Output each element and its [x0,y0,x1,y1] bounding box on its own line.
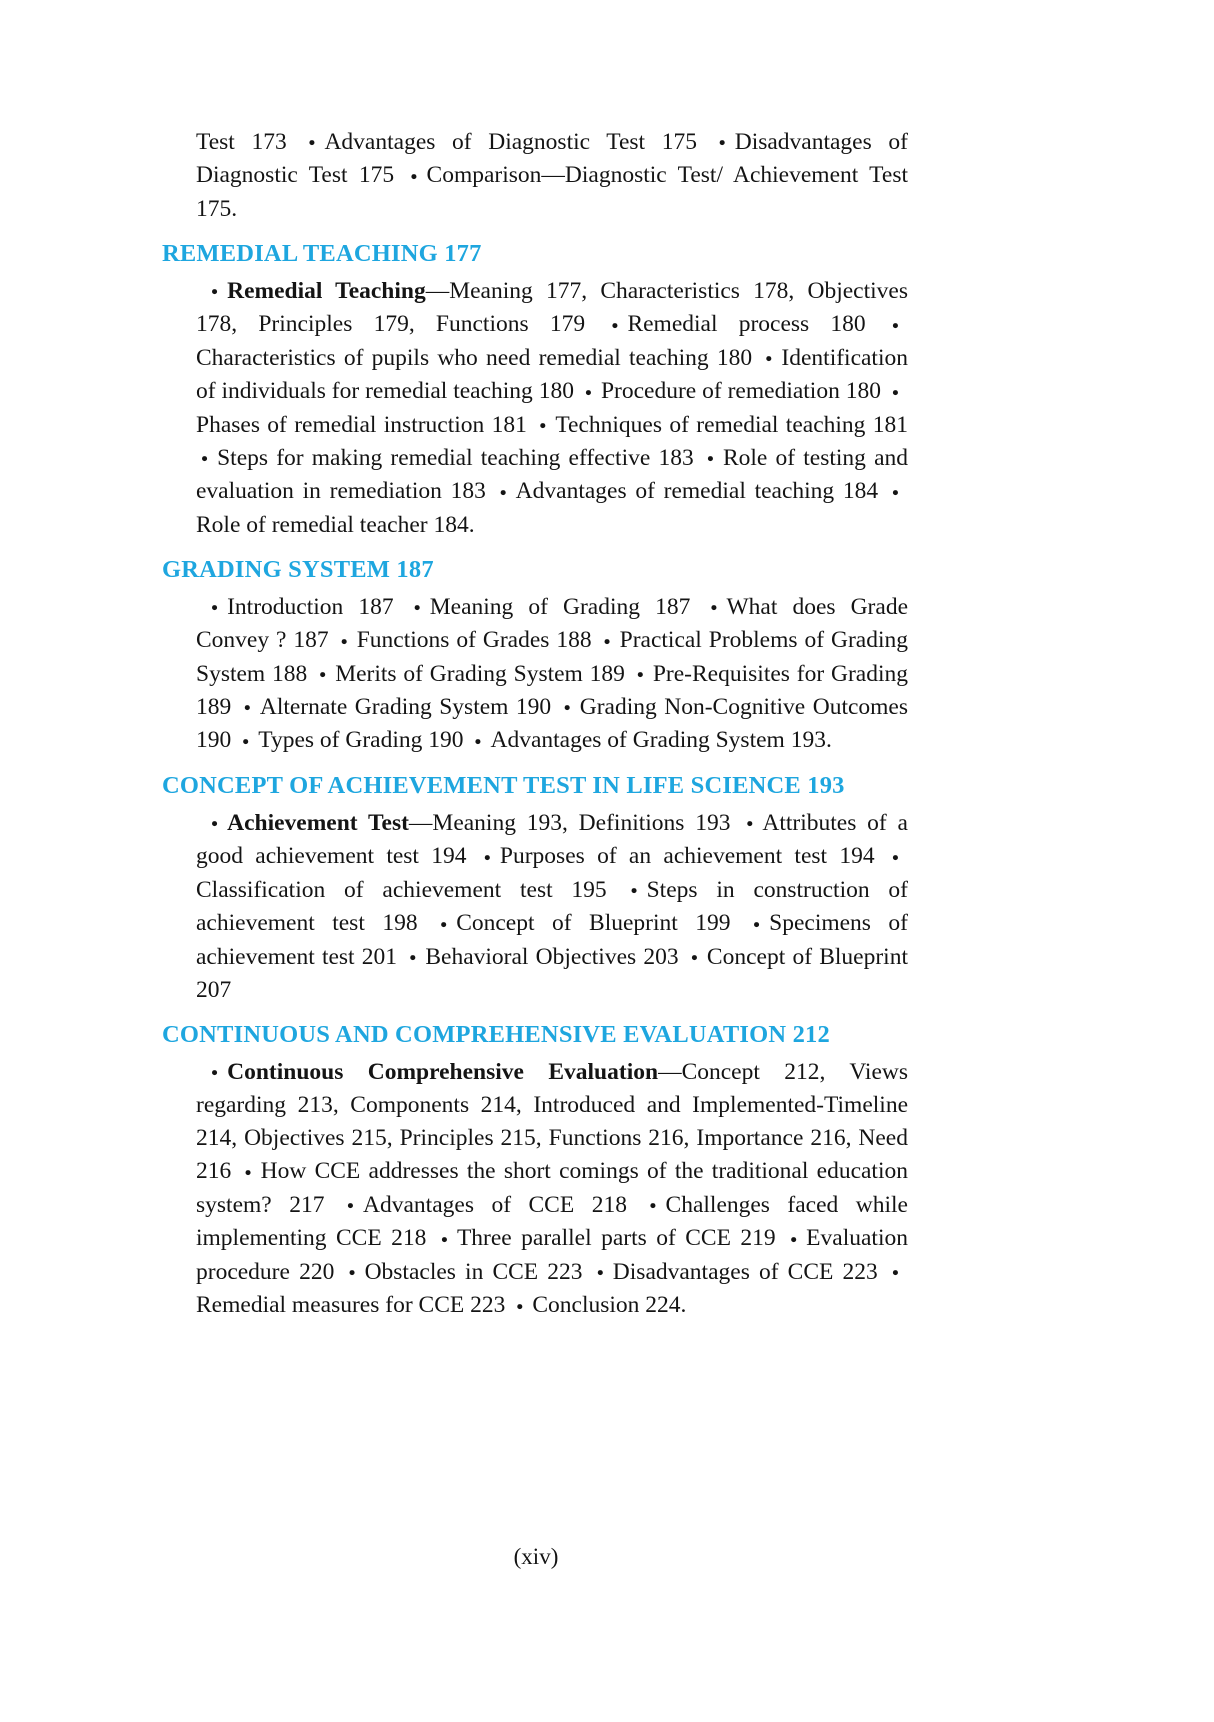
entry-text: Behavioral Objectives 203 [425,943,686,970]
entry-text: Conclusion 224. [532,1292,687,1319]
entry-text: Test 173 [196,129,304,155]
bullet-icon: ● [499,485,507,499]
bullet-icon: ● [891,385,899,399]
entry-text: Comparison—Diagnostic Test/ Achievement Test 175. [196,162,908,222]
section-heading: GRADING SYSTEM 187 [162,555,434,583]
entry-text: Evaluation procedure 220 [196,1225,908,1285]
bullet-icon: ● [563,701,571,715]
bullet-icon: ● [603,634,611,648]
bullet-icon: ● [211,601,219,615]
entry-text: How CCE addresses the short comings of the traditional education system? 217 [196,1158,908,1218]
entry-text: Disadvantages of Diagnostic Test 175 [196,129,908,189]
bullet-icon: ● [410,169,418,183]
entry-text: What does Grade Convey ? 187 [196,593,908,654]
section-entries [196,1056,908,1323]
entry-text: Purposes of an achievement test 194 [499,843,887,870]
entry-text: Identification of individuals for remedial teaching 180 [196,344,908,405]
bullet-icon: ● [211,817,219,831]
bullet-icon: ● [790,1232,798,1246]
entry-text: Advantages of Grading System 193. [490,727,832,754]
entry-text: Advantages of Diagnostic Test 175 [324,129,714,155]
entry-text: Obstacles in CCE 223 [364,1258,592,1285]
bullet-icon: ● [483,850,491,864]
bullet-icon: ● [474,734,482,748]
entry-text: —Meaning 177, Characteristics 178, Objectives 178, Principles 179, Functions 179 [196,277,908,338]
bullet-icon: ● [596,1266,604,1280]
bullet-icon: ● [891,485,899,499]
entry-text: Advantages of CCE 218 [363,1191,645,1218]
bullet-icon: ● [348,1266,356,1280]
bullet-icon: ● [753,917,761,931]
entry-text: Phases of remedial instruction 181 [196,411,535,438]
bullet-icon: ● [211,1066,219,1080]
entry-text: Role of remedial teacher 184. [196,511,475,538]
entry-text: Meaning of Grading 187 [429,593,706,620]
entry-text: Three parallel parts of CCE 219 [456,1225,786,1252]
toc-content [162,126,910,1323]
entry-text: Challenges faced while implementing CCE 218 [196,1191,908,1252]
section-entries [196,275,908,542]
entry-title: Achievement Test [227,809,409,836]
bullet-icon: ● [649,1199,657,1213]
entry-text: Steps in construction of achievement test 198 [196,876,908,937]
bullet-icon: ● [243,701,251,715]
bullet-icon: ● [584,385,592,399]
entry-text: Specimens of achievement test 201 [196,910,909,970]
entry-title: Remedial Teaching [227,277,426,304]
toc-sections [162,237,910,1323]
entry-text: Steps for making remedial teaching effective 183 [217,444,702,471]
entry-text: Grading Non-Cognitive Outcomes 190 [196,694,909,754]
entry-text: Pre-Requisites for Grading 189 [196,660,908,721]
entry-text: Functions of Grades 188 [356,627,599,654]
bullet-icon: ● [690,951,698,965]
entry-text: Types of Grading 190 [258,727,470,754]
bullet-icon: ● [630,884,638,898]
entry-text: Introduction 187 [227,593,409,620]
entry-text: Concept of Blueprint 199 [456,910,749,937]
section-heading: CONTINUOUS AND COMPREHENSIVE EVALUATION 212 [162,1021,830,1049]
bullet-icon: ● [611,318,619,332]
bullet-icon: ● [242,734,250,748]
bullet-icon: ● [706,452,714,466]
bullet-icon: ● [710,601,718,615]
section-entries [196,591,908,758]
bullet-icon: ● [346,1199,355,1213]
bullet-icon: ● [746,817,754,831]
bullet-icon: ● [891,1266,899,1280]
entry-text: —Concept 212, Views regarding 213, Components 214, Introduced and Implemented-Timeline 214, Objectives 215, Principles 215, Functions 216, Importance 216, Need 216 [196,1059,908,1185]
bullet-icon: ● [636,668,644,682]
section-heading: REMEDIAL TEACHING 177 [162,239,482,267]
bullet-icon: ● [440,917,448,931]
entry-text: Procedure of remediation 180 [600,378,887,405]
bullet-icon: ● [244,1165,252,1179]
entry-title: Continuous Comprehensive Evaluation [227,1059,659,1086]
bullet-icon: ● [891,318,900,332]
bullet-icon: ● [308,136,316,150]
page-number: (xiv) [513,1544,559,1569]
bullet-icon: ● [516,1299,524,1313]
entry-text: Disadvantages of CCE 223 [612,1258,887,1285]
entry-text: Techniques of remedial teaching 181 [555,411,908,438]
entry-text: Classification of achievement test 195 [196,876,626,903]
section-heading: CONCEPT OF ACHIEVEMENT TEST IN LIFE SCIENCE 193 [162,771,845,799]
bullet-icon: ● [539,418,547,432]
entry-text: Role of testing and evaluation in remediation 183 [196,444,908,505]
entry-text: Remedial measures for CCE 223 [196,1292,512,1319]
section-entries [196,807,908,1007]
entry-text: Remedial process 180 [627,311,887,338]
toc-continuation-paragraph [196,126,908,226]
entry-text: Concept of Blueprint 207 [196,943,908,1004]
entry-text: Merits of Grading System 189 [335,660,632,687]
entry-text: —Meaning 193, Definitions 193 [408,809,742,836]
bullet-icon: ● [891,850,900,864]
bullet-icon: ● [409,951,417,965]
bullet-icon: ● [319,668,327,682]
bullet-icon: ● [413,601,421,615]
entry-text: Attributes of a good achievement test 194 [196,809,908,870]
bullet-icon: ● [340,634,348,648]
bullet-icon: ● [765,352,773,366]
bullet-icon: ● [718,136,726,150]
bullet-icon: ● [201,452,209,466]
entry-text: Practical Problems of Grading System 188 [196,627,908,687]
entry-text: Advantages of remedial teaching 184 [515,478,887,505]
bullet-icon: ● [440,1232,448,1246]
entry-text: Alternate Grading System 190 [259,694,559,721]
entry-text: Characteristics of pupils who need remedial teaching 180 [196,344,761,371]
bullet-icon: ● [211,285,219,299]
